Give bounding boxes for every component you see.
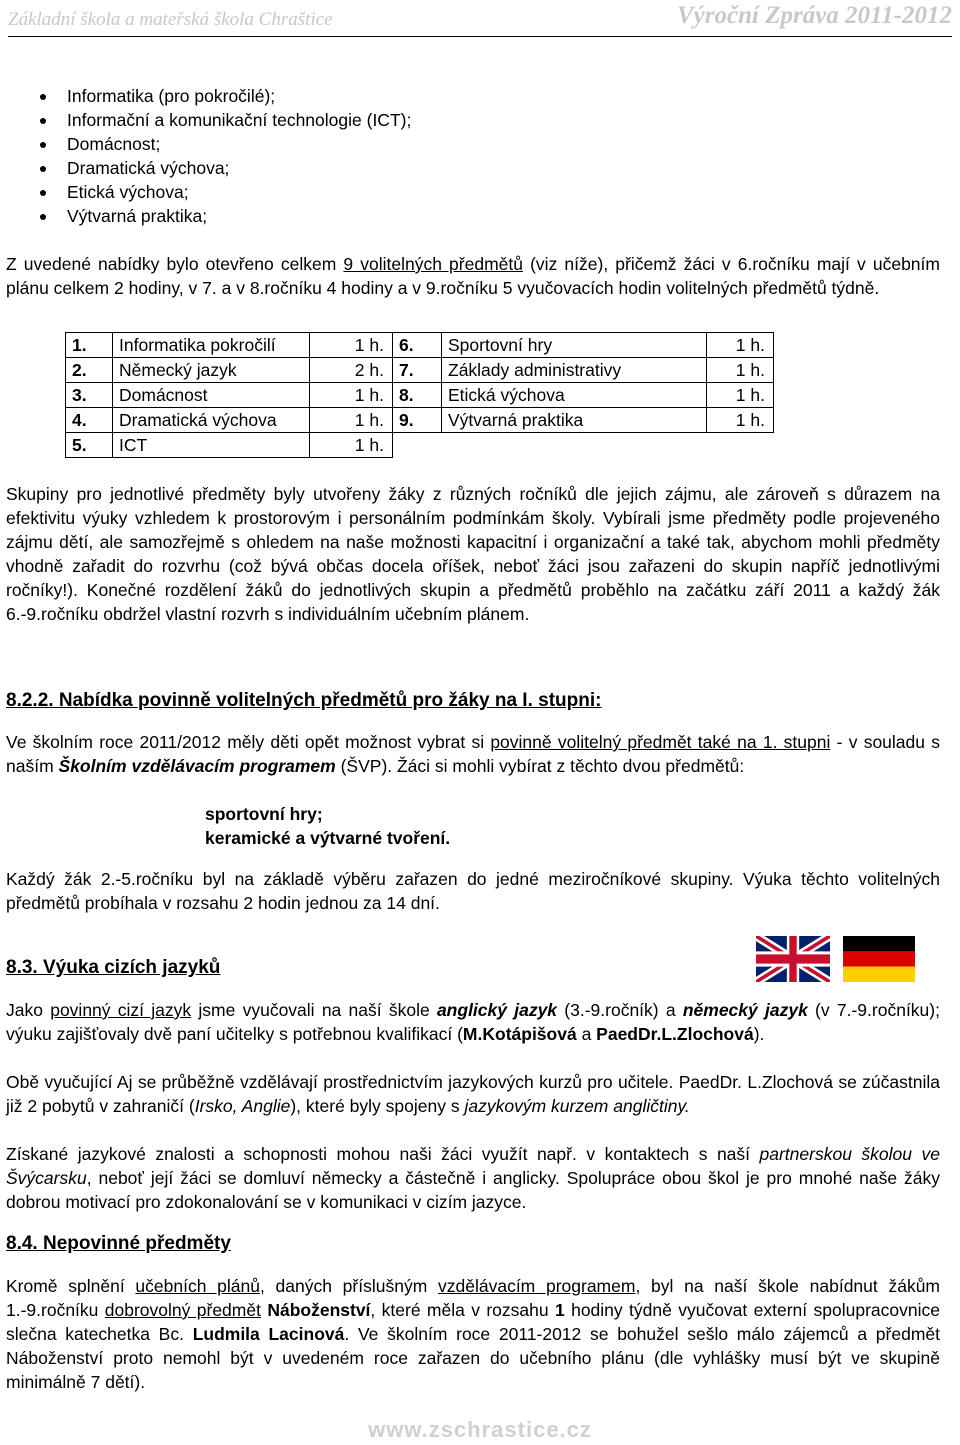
s83-paragraph-2: Obě vyučující Aj se průběžně vzdělávají prostřednictvím jazykových kurzů pro učitele. PaedDr. L.Zlochová se zúčastnila již 2 pobytů v zahraničí (Irsko, Anglie), které byly spojeny s jazykovým kurzem angličtiny. [6,1072,940,1116]
subjects-table [65,332,774,458]
voluntary-subject-link[interactable]: dobrovolný předmět [104,1300,261,1320]
table-row: 1. Informatika pokročilí 1 h. 6. Sportovní hry 1 h. [66,333,774,358]
german-flag-icon [843,936,915,982]
foreign-language-link[interactable]: povinný cizí jazyk [50,1000,192,1020]
groups-paragraph: Skupiny pro jednotlivé předměty byly utvořeny žáky z různých ročníků dle jejich zájmu, ale zároveň s důrazem na efektivitu výuky vzhledem k prostorovým i personálním podmínkám školy. Vybírali jsme předměty podle projeveného zájmu dětí, ale samozřejmě s ohledem na naše možnosti kapacitní i organizační a také tak, abychom mohli předměty vhodně zařadit do rozvrhu (což bývá občas docela oříšek, neboť žáci jsou zařazeni do skupin napříč jednotlivými ročníky!). Konečné rozdělení žáků do jednotlivých skupin a předmětů proběhlo na začátku září 2011 a každý žák 6.-9.ročníku obdržel vlastní rozvrh s individuálním učebním plánem. [6,484,940,624]
intro-paragraph: Z uvedené nabídky bylo otevřeno celkem 9 volitelných předmětů (viz níže), přičemž žáci v 6.ročníku mají v učebním plánu celkem 2 hodiny, v 7. a v 8.ročníku 4 hodiny a v 9.ročníku 5 vyučovacích hodin volitelných předmětů týdně. [6,254,940,298]
list-item: sportovní hry; [205,804,323,824]
list-item: Informační a komunikační technologie (ICT); [40,108,411,132]
table-row: 4. Dramatická výchova 1 h. 9. Výtvarná praktika 1 h. [66,408,774,433]
curriculum-link[interactable]: učebních plánů [135,1276,260,1296]
school-name: Základní škola a mateřská škola Chraštice [8,9,333,30]
s83-paragraph-1: Jako povinný cizí jazyk jsme vyučovali na naší škole anglický jazyk (3.-9.ročník) a německý jazyk (v 7.-9.ročníku); výuku zajišťovaly dvě paní učitelky s potřebnou kvalifikací (M.Kotápišová a PaedDr.L.Zlochová). [6,1000,940,1044]
list-item: Informatika (pro pokročilé); [40,84,411,108]
footer-url[interactable]: www.zschrastice.cz [368,1417,592,1442]
section-heading-8-2-2: 8.2.2. Nabídka povinně volitelných předmětů pro žáky na I. stupni: [6,690,602,711]
subject-bullet-list [40,84,411,228]
s822-paragraph-2: Každý žák 2.-5.ročníku byl na základě výběru zařazen do jedné meziročníkové skupiny. Výuka těchto volitelných předmětů probíhala v rozsahu 2 hodin jednou za 14 dní. [6,869,940,913]
table-row: 5. ICT 1 h. [66,433,774,458]
s83-paragraph-3: Získané jazykové znalosti a schopnosti mohou naši žáci využít např. v kontaktech s naší partnerskou školou ve Švýcarsku, neboť její žáci se domluví německy a částečně i anglicky. Spolupráce obou škol je pro mnohé naše žáky dobrou motivací pro zdokonalování se v komunikaci v cizím jazyce. [6,1144,940,1212]
mandatory-elective-link[interactable]: povinně volitelný předmět také na 1. stupni [490,732,831,752]
page-header [8,2,952,37]
s822-items [6,802,940,850]
table-row: 3. Domácnost 1 h. 8. Etická výchova 1 h. [66,383,774,408]
list-item: Výtvarná praktika; [40,204,411,228]
table-row: 2. Německý jazyk 2 h. 7. Základy administrativy 1 h. [66,358,774,383]
s84-paragraph: Kromě splnění učebních plánů, daných příslušným vzdělávacím programem, byl na naší škole nabídnut žákům 1.-9.ročníku dobrovolný předmět Náboženství, které měla v rozsahu 1 hodiny týdně vyučovat externí spolupracovnice slečna katechetka Bc. Ludmila Lacinová. Ve školním roce 2011-2012 se bohužel sešlo málo zájemců a předmět Náboženství proto nemohl být v uvedeném roce zařazen do učebního plánu (dle vyhlášky musí být ve skupině minimálně 7 dětí). [6,1276,941,1392]
section-heading-8-4: 8.4. Nepovinné předměty [6,1233,231,1254]
report-title: Výroční Zpráva 2011-2012 [677,2,952,29]
list-item: Domácnost; [40,132,411,156]
list-item: Dramatická výchova; [40,156,411,180]
education-program-link[interactable]: vzdělávacím programem [438,1276,636,1296]
list-item: Etická výchova; [40,180,411,204]
list-item: keramické a výtvarné tvoření. [205,828,451,848]
subjects-link[interactable]: 9 volitelných předmětů [343,254,523,274]
uk-flag-icon [756,936,830,982]
s822-paragraph: Ve školním roce 2011/2012 měly děti opět možnost vybrat si povinně volitelný předmět také na 1. stupni - v souladu s naším Školním vzdělávacím programem (ŠVP). Žáci si mohli vybírat z těchto dvou předmětů: [6,732,940,776]
section-heading-8-3: 8.3. Výuka cizích jazyků [6,957,221,978]
